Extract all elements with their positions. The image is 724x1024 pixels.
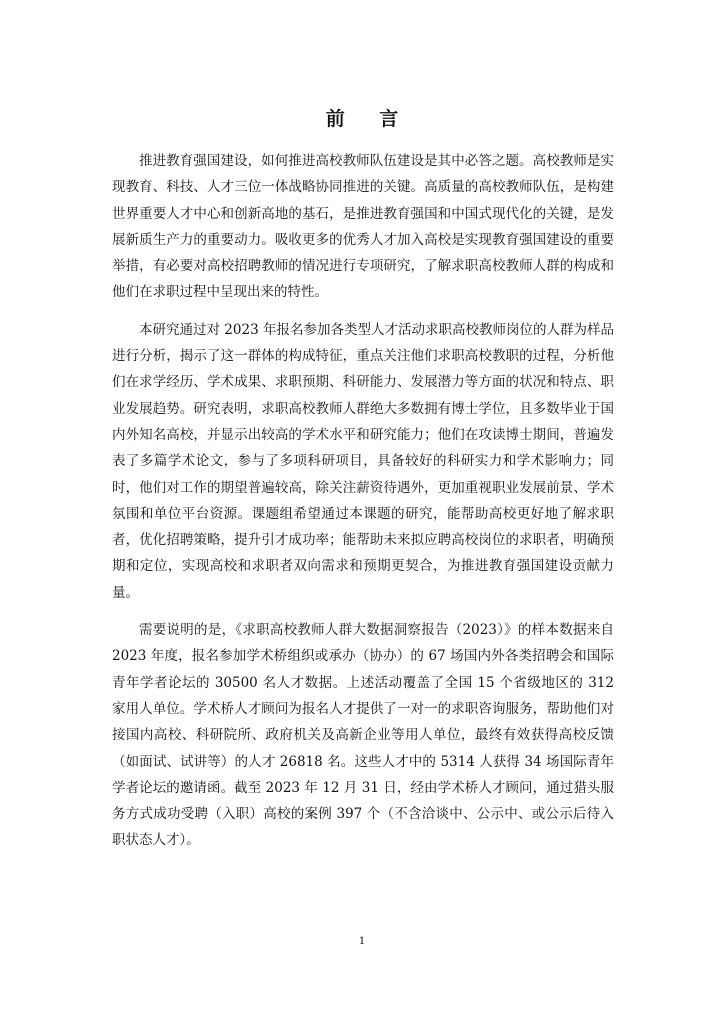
paragraph-intro: 推进教育强国建设，如何推进高校教师队伍建设是其中必答之题。高校教师是实现教育、科技、人才三位一体战略协同推进的关键。高质量的高校教师队伍，是构建世界重要人才中心和创新高地的基石，是推进教育强国和中国式现代化的关键，是发展新质生产力的重要动力。吸收更多的优秀人才加入高校是实现教育强国建设的重要举措，有必要对高校招聘教师的情况进行专项研究，了解求职高校教师人群的构成和他们在求职过程中呈现出来的特性。 xyxy=(112,153,614,301)
preface-title: 前 言 xyxy=(325,108,413,130)
page-number: 1 xyxy=(358,936,366,947)
paragraph-research-summary: 本研究通过对 2023 年报名参加各类型人才活动求职高校教师岗位的人群为样品进行分析，揭示了这一群体的构成特征，重点关注他们求职高校教职的过程，分析他们在求学经历、学术成果、求职预期、科研能力、发展潜力等方面的状况和特点、职业发展趋势。研究表明，求职高校教师人群绝大多数拥有博士学位，且多数毕业于国内外知名高校，并显示出较高的学术水平和研究能力；他们在攻读博士期间，普遍发表了多篇学术论文，参与了多项科研项目，具备较好的科研实力和学术影响力；同时，他们对工作的期望普遍较高，除关注薪资待遇外，更加重视职业发展前景、学术氛围和单位平台资源。课题组希望通过本课题的研究，能帮助高校更好地了解求职者，优化招聘策略，提升引才成功率；能帮助未来拟应聘高校岗位的求职者，明确预期和定位，实现高校和求职者双向需求和预期更契合，为推进教育强国建设贡献力量。 xyxy=(112,321,614,601)
preface-body xyxy=(112,148,614,865)
paragraph-data-notes: 需要说明的是，《求职高校教师人群大数据洞察报告（2023）》的样本数据来自 2023 年度，报名参加学术桥组织或承办（协办）的 67 场国内外各类招聘会和国际青年学者论坛的 30500 名人才数据。上述活动覆盖了全国 15 个省级地区的 312 家用人单位。学术桥人才顾问为报名人才提供了一对一的求职咨询服务，帮助他们对接国内高校、科研院所、政府机关及高新企业等用人单位，最终有效获得高校反馈（如面试、试讲等）的人才 26818 名。这些人才中的 5314 人获得 34 场国际青年学者论坛的邀请函。截至 2023 年 12 月 31 日，经由学术桥人才顾问，通过猎头服务方式成功受聘（入职）高校的案例 397 个（不含洽谈中、公示中、或公示后待入职状态人才）。 xyxy=(112,622,614,849)
